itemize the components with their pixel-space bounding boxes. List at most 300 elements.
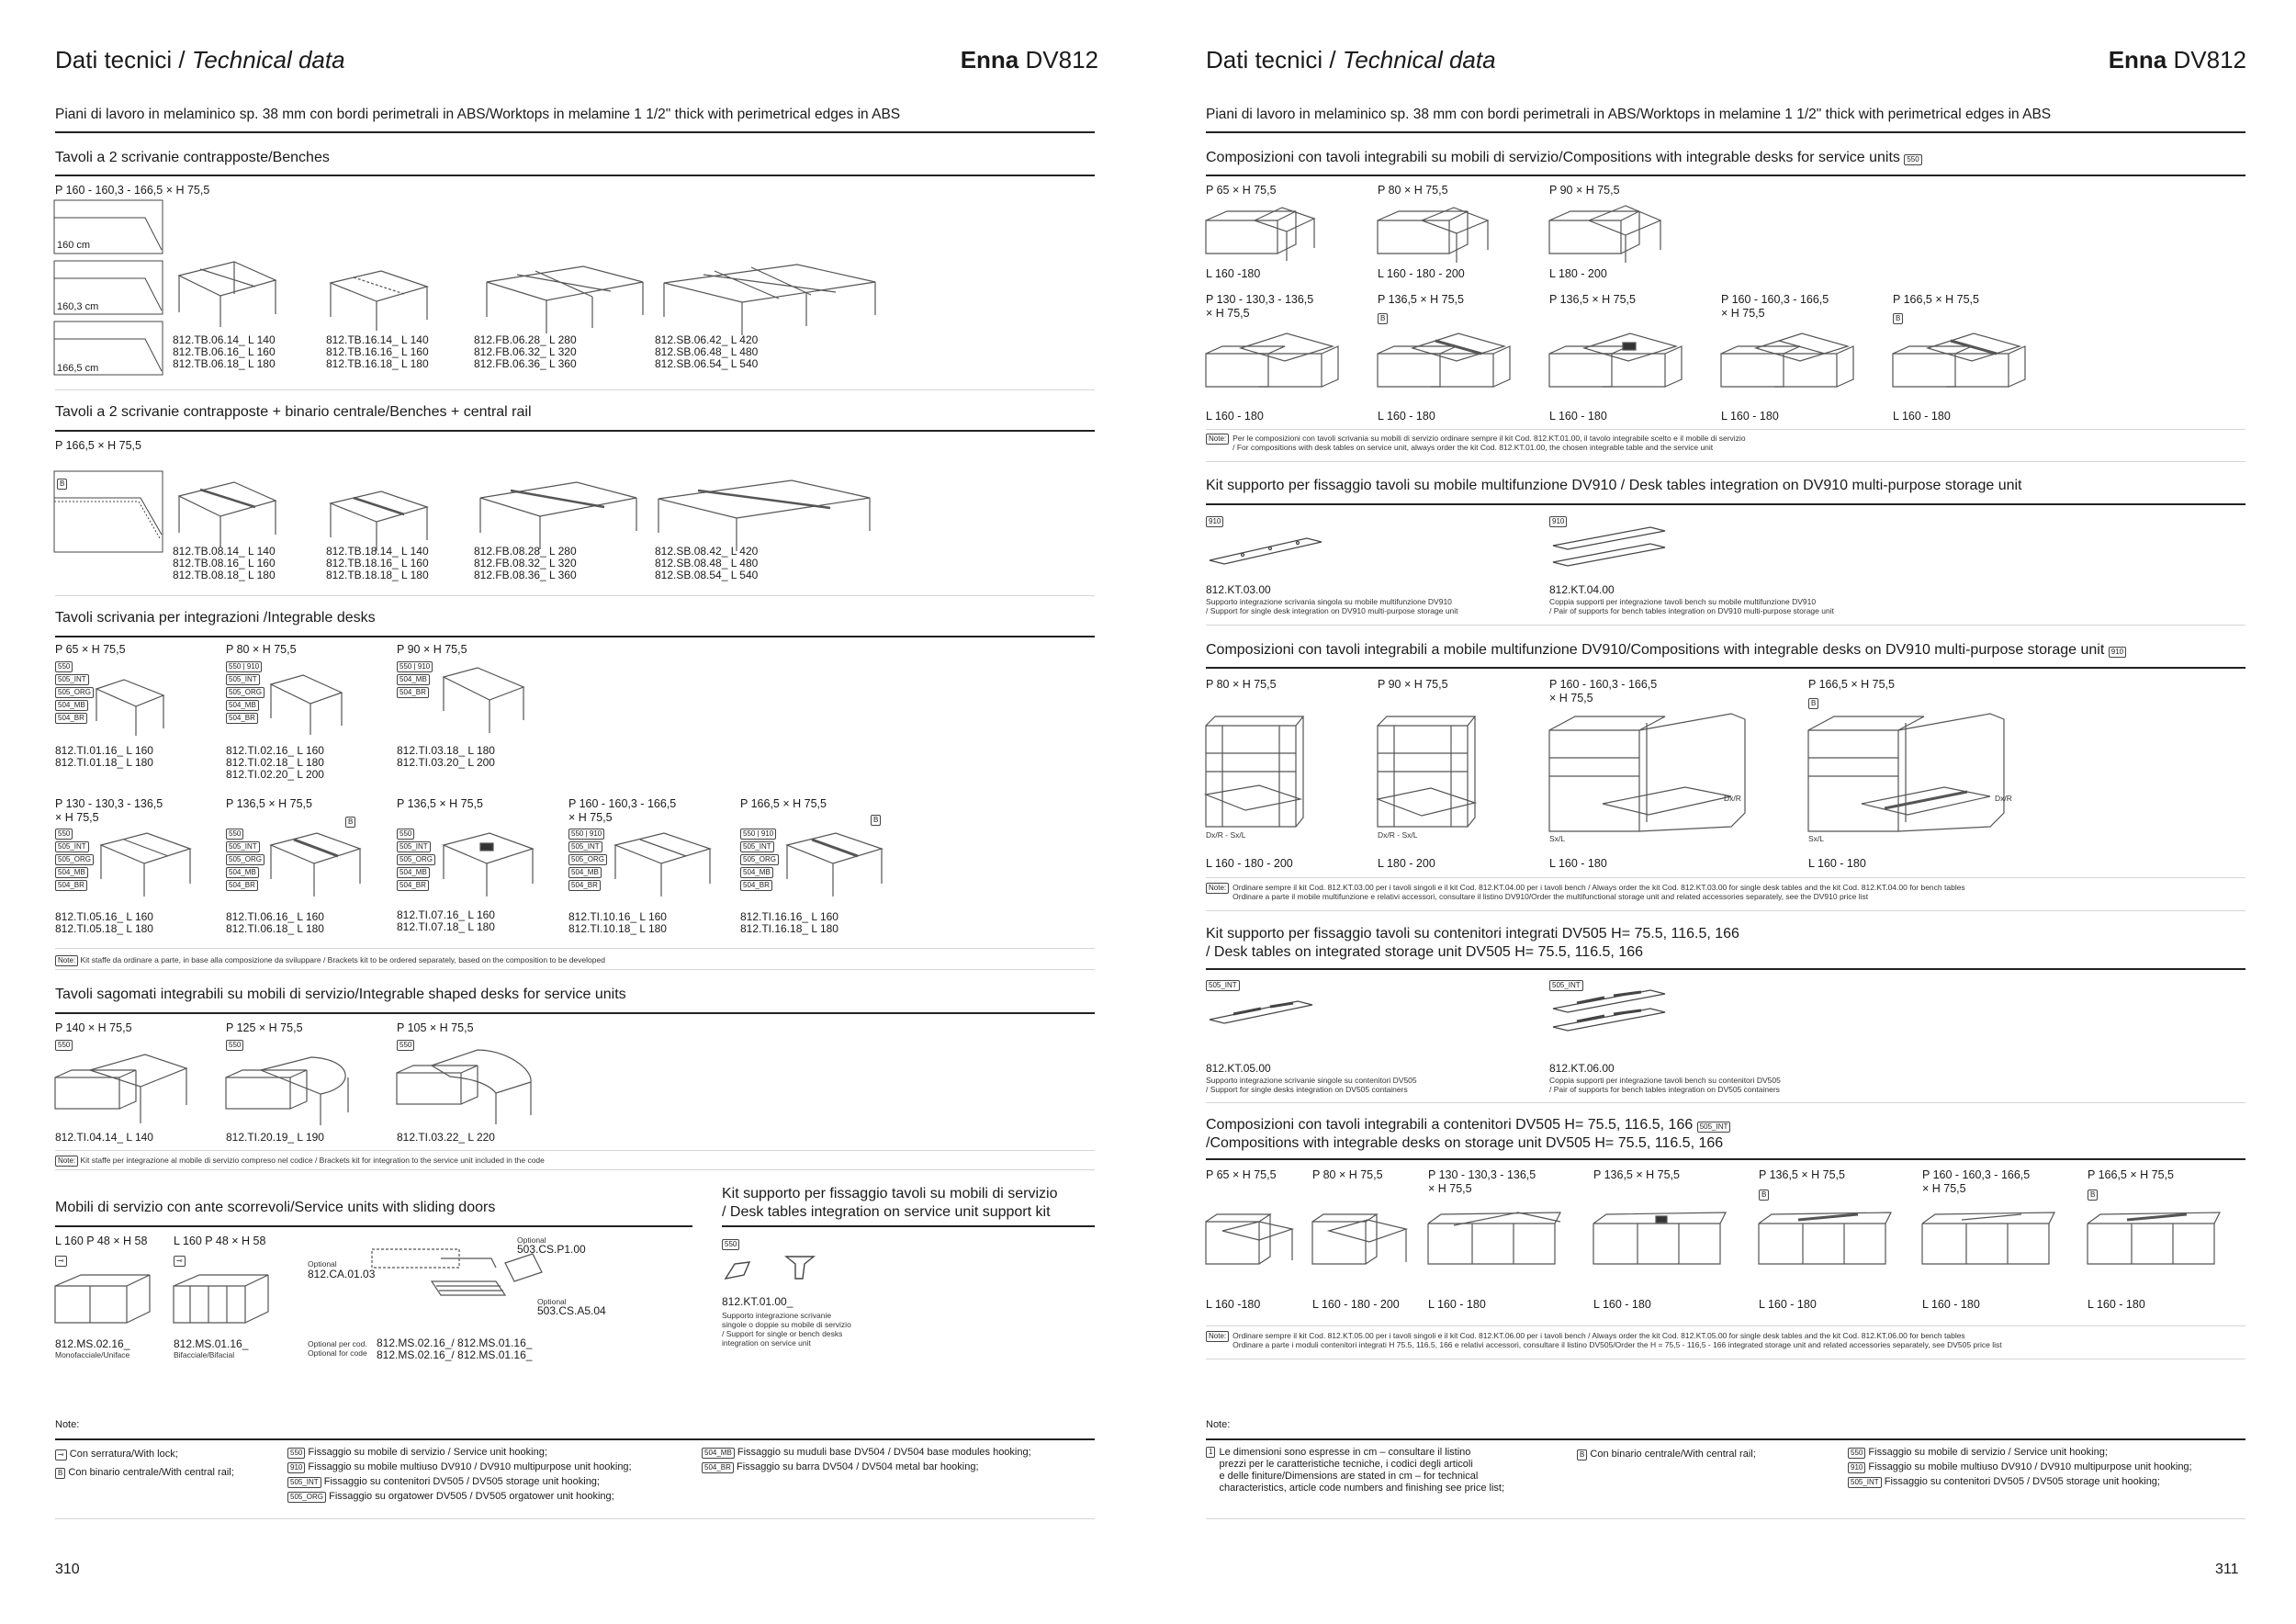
tag: 504_BR: [397, 687, 429, 698]
lock-icon: ⊸: [174, 1251, 186, 1269]
code: 812.KT.01.00_: [722, 1295, 793, 1308]
divider: [55, 430, 1095, 432]
code-list: 812.TI.10.16_ L 160 812.TI.10.18_ L 180: [568, 910, 667, 935]
optional-for-code: Optional for code: [308, 1348, 367, 1358]
divider: [55, 1150, 1095, 1151]
dimension-label: P 80 × H 75,5: [1206, 678, 1277, 691]
divider: [1206, 1325, 2245, 1326]
note-label: Note:: [1206, 434, 1229, 445]
legend-item: [55, 1467, 234, 1481]
legend-title: Note:: [55, 1419, 80, 1430]
dimension-label: P 166,5 × H 75,5: [2088, 1168, 2174, 1181]
optional-label: Optional: [517, 1235, 546, 1245]
rail-badge: [1759, 1185, 1769, 1202]
section-title: Tavoli sagomati integrabili su mobili di servizio/Integrable shaped desks for service units: [55, 987, 626, 1002]
rail-diagram: [53, 470, 168, 555]
code-list: 812.SB.08.42_ L 420 812.SB.08.48_ L 480 812.SB.08.54_ L 540: [655, 545, 759, 581]
tag: 504_BR: [226, 713, 258, 724]
page-title: [55, 46, 345, 74]
divider: [1206, 1438, 2245, 1440]
length-label: L 160 - 180: [1378, 410, 1435, 423]
dimension-label: P 140 × H 75,5: [55, 1021, 132, 1034]
tag: 505_INT: [397, 841, 431, 852]
optional-codes: 812.MS.02.16_/ 812.MS.01.16_: [377, 1348, 533, 1361]
dimension-label: L 160 P 48 × H 58: [55, 1235, 148, 1247]
divider: [722, 1225, 1095, 1227]
dimension-label: P 166,5 × H 75,5: [740, 797, 827, 810]
divider: [1206, 175, 2245, 176]
desk-drawing: [439, 829, 535, 902]
tag: 910: [1206, 516, 1223, 527]
side-label: Dx/R: [1724, 794, 1741, 803]
optional-for-code: Optional per cod.: [308, 1339, 367, 1348]
tag: 504_BR: [568, 880, 601, 891]
divider: [1206, 877, 2245, 878]
header-it: Dati tecnici /: [55, 46, 192, 73]
code: 812.MS.01.16_: [174, 1337, 249, 1350]
dimension-label: P 136,5 × H 75,5: [226, 797, 312, 810]
tag: 505_INT: [1206, 980, 1240, 991]
divider: [55, 595, 1095, 596]
badge-b: B: [57, 479, 67, 490]
tag: 505_INT: [287, 1477, 321, 1488]
dimension-label: P 160 - 160,3 - 166,5 × H 75,5: [1549, 678, 1658, 705]
tag: 505_INT: [1848, 1477, 1882, 1488]
tag-list: [55, 661, 94, 726]
legend-text: Fissaggio su contenitori DV505 / DV505 storage unit hooking;: [1884, 1476, 2160, 1487]
service-unit-drawing: [172, 1268, 273, 1332]
composition-drawing: [2086, 1203, 2223, 1268]
length-label: L 160 -180: [1206, 267, 1261, 280]
dimension-label: P 136,5 × H 75,5: [1593, 1168, 1680, 1181]
kit-drawing: [1206, 996, 1316, 1032]
dimension-label: P 160 - 160,3 - 166,5 × H 75,5: [55, 184, 210, 197]
dimension-label: P 160 - 160,3 - 166,5 × H 75,5: [568, 797, 677, 824]
tag: 550 | 910: [226, 661, 262, 672]
tag-list: [568, 829, 607, 893]
note-label: Note:: [1206, 883, 1229, 894]
length-label: L 160 - 180: [1206, 410, 1264, 423]
tag: 504_BR: [226, 880, 258, 891]
badge-b: B: [345, 817, 355, 828]
dimension-label: P 166,5 × H 75,5: [55, 439, 141, 452]
code-sub: Bifacciale/Bifacial: [174, 1350, 235, 1359]
dimension-label: P 65 × H 75,5: [55, 643, 126, 656]
badge-b: B: [2088, 1190, 2098, 1201]
divider: [55, 1169, 1095, 1170]
composition-drawing: [1204, 200, 1319, 265]
badge-b: B: [55, 1468, 65, 1479]
dimension-label: P 166,5 × H 75,5: [1893, 293, 1979, 306]
code-list: 812.TI.03.22_ L 220: [397, 1131, 495, 1144]
tag: 504_MB: [226, 700, 259, 711]
optional-code: 503.CS.A5.04: [537, 1304, 606, 1317]
storage-composition-drawing: [1376, 707, 1477, 836]
tag-list: [226, 661, 264, 726]
lock-icon: ⊸: [55, 1449, 67, 1460]
page-title: [1206, 46, 1496, 74]
brand: [827, 46, 1098, 74]
length-label: L 160 - 180: [1593, 1298, 1651, 1311]
note: [1206, 1331, 2002, 1349]
divider: [1206, 1102, 2245, 1103]
code: 812.KT.03.00: [1206, 583, 1271, 596]
side-label: Dx/R - Sx/L: [1378, 830, 1418, 840]
divider: [1206, 625, 2245, 626]
depth-label: 160 cm: [57, 240, 91, 251]
tag: 550: [1848, 1448, 1865, 1459]
rail-badge: [1378, 309, 1388, 326]
bench-drawing: [654, 476, 874, 554]
dimension-label: P 166,5 × H 75,5: [1808, 678, 1895, 691]
tag: 505_ORG: [568, 854, 607, 865]
tag: 550: [397, 1040, 414, 1051]
rail-badge: [1893, 309, 1903, 326]
legend-text: Le dimensioni sono espresse in cm – consultare il listino prezzi per le caratteristiche tecniche, i codici degli articoli e delle finiture/Dimensions are stated in cm – for technical characteristics, article code numbers and finishing see price list;: [1219, 1447, 1505, 1494]
dimension-label: P 130 - 130,3 - 136,5 × H 75,5: [55, 797, 163, 824]
bench-drawing: [326, 266, 436, 335]
code-list: 812.TI.04.14_ L 140: [55, 1131, 153, 1144]
length-label: L 160 - 180 - 200: [1312, 1298, 1400, 1311]
tag: 550: [55, 661, 73, 672]
section-title-text: /Compositions with integrable desks on storage unit DV505 H= 75.5, 116.5, 166: [1206, 1135, 1724, 1151]
dimension-label: P 136,5 × H 75,5: [1378, 293, 1464, 306]
tag-list: [740, 829, 779, 893]
desk-drawing: [266, 671, 344, 739]
dimension-label: P 130 - 130,3 - 136,5 × H 75,5: [1206, 293, 1314, 320]
note-text: Ordinare sempre il kit Cod. 812.KT.03.00 per i tavoli singoli e il kit Cod. 812.KT.04.00 per i tavoli bench / Always order the kit Cod. 812.KT.03.00 for single desk tables and the kit Cod. 812.KT.04.00 for bench tables Ordinare a parte il mobile multifunzione e relativi accessori, consultare il listino DV910/Order the multifunctional storage unit and related accessories separately, see the DV910 price list: [1232, 883, 1965, 901]
tag: 910: [287, 1462, 305, 1473]
note-text: Kit staffe per integrazione al mobile di servizio compreso nel codice / Brackets kit for integration to the service unit included in the code: [80, 1156, 545, 1165]
tag: 505_INT: [1697, 1122, 1731, 1133]
section-title: Tavoli a 2 scrivanie contrapposte/Benches: [55, 150, 330, 165]
tag: 504_MB: [740, 867, 773, 878]
tag: 550: [1904, 154, 1921, 165]
tag: 504_BR: [397, 880, 429, 891]
length-label: L 160 - 180: [1808, 857, 1866, 870]
badge-b: B: [1893, 313, 1903, 324]
dimension-label: L 160 P 48 × H 58: [174, 1235, 266, 1247]
code-list: 812.TB.06.14_ L 140 812.TB.06.16_ L 160 812.TB.06.18_ L 180: [173, 333, 276, 370]
badge-b: B: [1577, 1449, 1587, 1460]
rail-badge: [57, 474, 67, 491]
code-desc: Supporto integrazione scrivanie singole o doppie su mobile di servizio / Support for single or bench desks integration on service unit: [722, 1311, 851, 1348]
divider: [1206, 429, 2245, 430]
length-label: L 160 - 180: [1428, 1298, 1486, 1311]
note: [1206, 434, 1746, 452]
lock-icon: ⊸: [55, 1251, 67, 1269]
length-label: L 160 - 180: [1721, 410, 1779, 423]
length-label: L 160 - 180: [1549, 410, 1607, 423]
code-sub: Monofacciale/Uniface: [55, 1350, 130, 1359]
subtitle: Piani di lavoro in melaminico sp. 38 mm con bordi perimetrali in ABS/Worktops in melamine 1 1/2" thick with perimetrical edges in ABS: [1206, 107, 2052, 122]
dimension-label: P 136,5 × H 75,5: [397, 797, 483, 810]
section-title: Tavoli scrivania per integrazioni /Integrable desks: [55, 610, 376, 626]
subtitle: Piani di lavoro in melaminico sp. 38 mm con bordi perimetrali in ABS/Worktops in melamine 1 1/2" thick with perimetrical edges in ABS: [55, 107, 901, 122]
composition-drawing: [1311, 1203, 1412, 1268]
divider: [1206, 503, 2245, 505]
legend-col: [702, 1446, 1031, 1475]
legend-text: Fissaggio su mobile multiuso DV910 / DV910 multipurpose unit hooking;: [1868, 1461, 2192, 1472]
legend-col: [287, 1446, 632, 1505]
composition-drawing: [1719, 326, 1857, 400]
tag: 505_ORG: [55, 687, 94, 698]
tag-list: [226, 829, 264, 893]
divider: [55, 175, 1095, 176]
tag: 550: [226, 829, 243, 840]
section-title: Tavoli a 2 scrivanie contrapposte + binario centrale/Benches + central rail: [55, 404, 532, 420]
tag: 910: [2109, 647, 2126, 658]
tag: 910: [1549, 516, 1567, 527]
divider: [55, 1225, 692, 1227]
composition-drawing: [1548, 326, 1685, 400]
composition-drawing: [1426, 1203, 1564, 1268]
legend-text: Con binario centrale/With central rail;: [1590, 1449, 1756, 1460]
legend-item: [1577, 1449, 1756, 1462]
tag: 504_MB: [55, 867, 88, 878]
section-title: [1206, 642, 2126, 660]
tag: 550 | 910: [397, 661, 433, 672]
composition-drawing: [1920, 1203, 2058, 1268]
tag: 505_ORG: [226, 854, 264, 865]
tag-list: [1206, 512, 1223, 529]
length-label: L 180 - 200: [1378, 857, 1435, 870]
dimension-label: P 160 - 160,3 - 166,5 × H 75,5: [1922, 1168, 2031, 1195]
code-desc: Supporto integrazione scrivanie singole su contenitori DV505 / Support for single desks integration on DV505 containers: [1206, 1076, 1417, 1094]
section-title-text: Composizioni con tavoli integrabili a mobile multifunzione DV910/Compositions with integrable desks on DV910 multi-purpose storage unit: [1206, 642, 2105, 658]
tag: 505_ORG: [55, 854, 94, 865]
info-badge: 1: [1206, 1447, 1215, 1458]
optional-codes: 812.MS.02.16_/ 812.MS.01.16_: [377, 1336, 533, 1349]
code: 812.KT.04.00: [1549, 583, 1615, 596]
bench-drawing: [174, 257, 285, 331]
composition-drawing: [1376, 326, 1514, 400]
rail-badge: [2088, 1185, 2098, 1202]
optional-code: 812.CA.01.03: [308, 1268, 376, 1280]
divider: [1206, 968, 2245, 970]
code-list: 812.TB.18.14_ L 140 812.TB.18.16_ L 160 812.TB.18.18_ L 180: [326, 545, 429, 581]
page-number: 310: [55, 1562, 80, 1577]
tag: 505_ORG: [226, 687, 264, 698]
tag: 550 | 910: [568, 829, 604, 840]
dimension-label: P 136,5 × H 75,5: [1549, 293, 1636, 306]
length-label: L 160 - 180 - 200: [1206, 857, 1293, 870]
note-text: Ordinare sempre il kit Cod. 812.KT.05.00 per i tavoli singoli e il kit Cod. 812.KT.06.00 per i tavoli bench / Always order the kit Cod. 812.KT.05.00 for single desk tables and the kit Cod. 812.KT.06.00 for bench tables Ordinare a parte i moduli contenitori integrati H 75.5, 116.5, 166 e relativi accessori, consultare il listino DV505/Order the H = 75,5 - 116,5 - 166 integrated storage unit and related accessories separately, see DV505 price list: [1232, 1331, 2002, 1349]
badge-b: B: [871, 815, 881, 826]
dimension-label: P 125 × H 75,5: [226, 1021, 303, 1034]
shaped-desk-drawing: [224, 1050, 362, 1133]
divider: [1206, 461, 2245, 462]
section-title: Kit supporto per fissaggio tavoli su contenitori integrati DV505 H= 75.5, 116.5, 166 / Desk tables on integrated storage unit DV505 H= 75.5, 116.5, 166: [1206, 926, 1739, 960]
length-label: L 160 - 180: [1759, 1298, 1817, 1311]
tag: 505_INT: [55, 674, 89, 685]
kit-drawing: [1549, 525, 1669, 571]
section-title: [1206, 1116, 1730, 1153]
section-title: [1206, 150, 1922, 167]
optional-code: 503.CS.P1.00: [517, 1243, 586, 1256]
tag: 550: [287, 1448, 305, 1459]
tag: 550: [722, 1239, 739, 1250]
desk-drawing: [439, 663, 526, 737]
legend-text: Fissaggio su contenitori DV505 / DV505 storage unit hooking;: [323, 1476, 600, 1487]
brand-model: DV812: [1019, 46, 1098, 73]
length-label: L 160 - 180: [1893, 410, 1951, 423]
legend-title: Note:: [1206, 1419, 1231, 1430]
code-list: 812.TI.16.16_ L 160 812.TI.16.18_ L 180: [740, 910, 838, 935]
tag: 505_INT: [226, 674, 260, 685]
composition-drawing: [1757, 1203, 1895, 1268]
tag: 505_INT: [1549, 980, 1583, 991]
divider: [55, 1518, 1095, 1519]
code: 812.KT.05.00: [1206, 1062, 1271, 1075]
divider: [1206, 131, 2245, 133]
section-title: Kit supporto per fissaggio tavoli su mobili di servizio / Desk tables integration on service unit support kit: [722, 1186, 1058, 1220]
tag: 504_MB: [397, 867, 430, 878]
code-list: 812.TI.05.16_ L 160 812.TI.05.18_ L 180: [55, 910, 153, 935]
section-title: Mobili di servizio con ante scorrevoli/Service units with sliding doors: [55, 1200, 496, 1215]
tag: 504_BR: [740, 880, 772, 891]
storage-composition-drawing: [1806, 703, 2009, 840]
tag: 504_MB: [397, 674, 430, 685]
code-list: 812.SB.06.42_ L 420 812.SB.06.48_ L 480 812.SB.06.54_ L 540: [655, 333, 759, 370]
code: 812.KT.06.00: [1549, 1062, 1615, 1075]
legend-text: Fissaggio su barra DV504 / DV504 metal bar hooking;: [736, 1461, 979, 1472]
length-label: L 160 - 180: [2088, 1298, 2145, 1311]
legend-text: Fissaggio su mobile multiuso DV910 / DV910 multipurpose unit hooking;: [308, 1461, 632, 1472]
shaped-desk-drawing: [395, 1045, 533, 1133]
shaped-desk-drawing: [53, 1050, 191, 1133]
note: [1206, 883, 1965, 901]
legend-text: Fissaggio su muduli base DV504 / DV504 base modules hooking;: [737, 1447, 1031, 1458]
tag: 504_MB: [55, 700, 88, 711]
brand-name: Enna: [2108, 46, 2167, 73]
badge-b: B: [1759, 1190, 1769, 1201]
tag: 550: [397, 829, 414, 840]
divider: [55, 1012, 1095, 1014]
bench-drawing: [482, 262, 647, 335]
desk-drawing: [782, 829, 884, 902]
tag: 550: [55, 829, 73, 840]
brand-model: DV812: [2167, 46, 2246, 73]
dimension-label: P 136,5 × H 75,5: [1759, 1168, 1845, 1181]
divider: [55, 131, 1095, 133]
header-it: Dati tecnici /: [1206, 46, 1343, 73]
tag: 504_BR: [702, 1462, 734, 1473]
note-text: Per le composizioni con tavoli scrivania su mobili di servizio ordinare sempre il kit Cod. 812.KT.01.00, il tavolo integrabile scelto e il mobile di servizio / For compositions with desk tables on service unit, always order the kit Cod. 812.KT.01.00, the chosen integrable table and the service unit: [1232, 434, 1746, 452]
code-desc: Coppia supporti per integrazione tavoli bench su mobile multifunzione DV910 / Pair of supports for bench tables integration on DV910 multi-purpose storage unit: [1549, 597, 1834, 615]
desk-drawing: [92, 675, 165, 739]
tag: 505_INT: [568, 841, 602, 852]
depth-label: 166,5 cm: [57, 363, 99, 374]
legend-item: [1206, 1447, 1504, 1494]
length-label: L 160 - 180: [1549, 857, 1607, 870]
code-list: 812.TI.01.16_ L 160 812.TI.01.18_ L 180: [55, 744, 153, 769]
legend-text: Con serratura/With lock;: [69, 1449, 178, 1460]
note-text: Kit staffe da ordinare a parte, in base alla composizione da sviluppare / Brackets kit to be ordered separately, based on the composition to be developed: [80, 955, 605, 964]
kit-drawing: [1549, 988, 1669, 1036]
dimension-label: P 80 × H 75,5: [226, 643, 297, 656]
badge-b: B: [1808, 698, 1818, 709]
dimension-label: P 90 × H 75,5: [1549, 184, 1620, 197]
tag: 504_MB: [568, 867, 602, 878]
header-en: Technical data: [191, 46, 345, 73]
code-list: 812.TB.16.14_ L 140 812.TB.16.16_ L 160 812.TB.16.18_ L 180: [326, 333, 429, 370]
tag-list: [397, 829, 435, 893]
dimension-label: P 160 - 160,3 - 166,5 × H 75,5: [1721, 293, 1829, 320]
depth-diagram-svg: [53, 199, 168, 383]
storage-composition-drawing: [1548, 703, 1750, 840]
tag: 505_INT: [740, 841, 774, 852]
tag: 505_ORG: [397, 854, 435, 865]
dimension-label: P 80 × H 75,5: [1378, 184, 1448, 197]
tag: 505_ORG: [287, 1492, 326, 1503]
side-label: Dx/R - Sx/L: [1206, 830, 1246, 840]
tag-list: [397, 661, 433, 700]
header-en: Technical data: [1342, 46, 1496, 73]
note-label: Note:: [55, 1156, 78, 1167]
accessory-drawing: [367, 1240, 551, 1314]
tag: 504_BR: [55, 713, 87, 724]
code: 812.MS.02.16_: [55, 1337, 130, 1350]
legend-text: Fissaggio su mobile di servizio / Service unit hooking;: [308, 1447, 547, 1458]
composition-drawing: [1204, 326, 1342, 400]
bench-drawing: [174, 478, 285, 551]
length-label: L 160 - 180 - 200: [1378, 267, 1465, 280]
dimension-label: P 80 × H 75,5: [1312, 1168, 1383, 1181]
length-label: L 160 - 180: [1922, 1298, 1980, 1311]
dimension-label: P 90 × H 75,5: [397, 643, 467, 656]
note: [55, 955, 605, 968]
divider: [55, 389, 1095, 390]
tag: 504_MB: [226, 867, 259, 878]
tag-list: [55, 829, 94, 893]
legend-text: Fissaggio su orgatower DV505 / DV505 orgatower unit hooking;: [329, 1491, 614, 1502]
code-list: 812.TI.03.18_ L 180 812.TI.03.20_ L 200: [397, 744, 495, 769]
divider: [1206, 1158, 2245, 1160]
brand-name: Enna: [960, 46, 1019, 73]
code-list: 812.TB.08.14_ L 140 812.TB.08.16_ L 160 812.TB.08.18_ L 180: [173, 545, 276, 581]
tag: 504_MB: [702, 1448, 735, 1459]
kit-drawing: [722, 1251, 832, 1284]
tag: 550: [55, 1040, 73, 1051]
legend-col: [1848, 1446, 2192, 1490]
code-desc: Supporto integrazione scrivania singola su mobile multifunzione DV910 / Support for single desk integration on DV910 multi-purpose storage unit: [1206, 597, 1458, 615]
code-desc: Coppia supporti per integrazione tavoli bench su contenitori DV505 / Pair of supports for bench tables integration on DV505 containers: [1549, 1076, 1781, 1094]
optional-label: Optional: [308, 1259, 337, 1269]
service-unit-drawing: [53, 1268, 154, 1332]
note-label: Note:: [1206, 1331, 1229, 1342]
legend-text: Con binario centrale/With central rail;: [68, 1467, 234, 1478]
code-list: 812.TI.06.16_ L 160 812.TI.06.18_ L 180: [226, 910, 324, 935]
side-label: Dx/R: [1995, 794, 2012, 803]
tag-list: [722, 1235, 739, 1252]
length-label: L 180 - 200: [1549, 267, 1607, 280]
divider: [55, 948, 1095, 949]
composition-drawing: [1376, 200, 1491, 265]
tag: 504_BR: [55, 880, 87, 891]
divider: [55, 1438, 1095, 1440]
note-label: Note:: [55, 955, 78, 966]
code-list: 812.TI.02.16_ L 160 812.TI.02.18_ L 180 812.TI.02.20_ L 200: [226, 744, 324, 781]
tag: 505_ORG: [740, 854, 779, 865]
divider: [1206, 910, 2245, 911]
composition-drawing: [1548, 200, 1662, 265]
composition-drawing: [1204, 1203, 1296, 1268]
tag: 505_INT: [226, 841, 260, 852]
code-list: 812.FB.08.28_ L 280 812.FB.08.32_ L 320 812.FB.08.36_ L 360: [474, 545, 577, 581]
side-label: Sx/L: [1808, 834, 1825, 843]
dimension-label: P 90 × H 75,5: [1378, 678, 1448, 691]
